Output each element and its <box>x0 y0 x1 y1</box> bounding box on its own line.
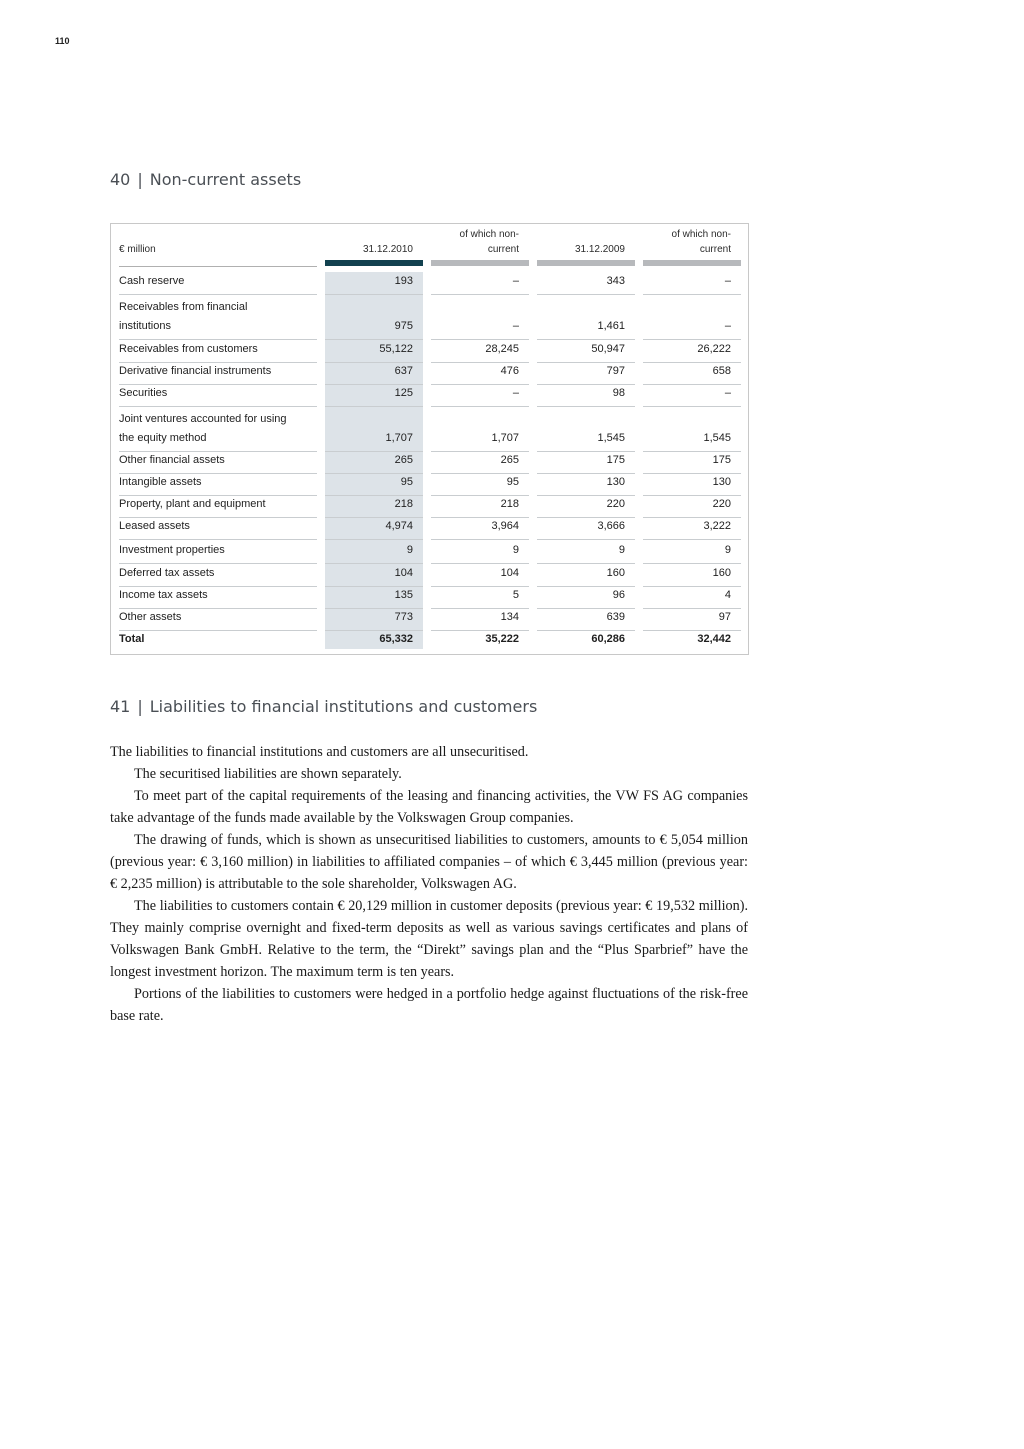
value-2010-cell: 193 <box>394 275 413 287</box>
row-label <box>119 608 317 627</box>
row-label <box>119 362 317 381</box>
row-label-line: Total <box>119 633 145 645</box>
row-label <box>119 517 317 536</box>
value-2009-cell: 160 <box>606 567 625 579</box>
table-row <box>111 565 748 587</box>
noncurrent-2009-cell: 220 <box>712 498 731 510</box>
section-title: Non-current assets <box>149 170 302 189</box>
row-label-line: the equity method <box>119 432 207 444</box>
noncurrent-2009-cell: 130 <box>712 476 731 488</box>
noncurrent-2010-cell: 35,222 <box>485 633 519 645</box>
row-label-line: Cash reserve <box>119 275 185 287</box>
value-2010-cell: 1,707 <box>385 432 413 444</box>
row-label-line: Securities <box>119 387 168 399</box>
noncurrent-2010-cell: 95 <box>506 476 519 488</box>
noncurrent-2010-cell: 218 <box>500 498 519 510</box>
header-31-12-2010: 31.12.2010 <box>362 244 413 255</box>
value-2009-cell: 797 <box>606 365 625 377</box>
header-of-which-noncurrent-2010-line2: current <box>487 244 519 255</box>
paragraph: The liabilities to customers contain € 20,129 million in customer deposits (previous year: € 19,532 million). They mainly comprise overnight and fixed-term deposits as well as various savings certificates and plans of Volkswagen Bank GmbH. Relative to the term, the “Direkt” savings plan and the “Plus Sparbrief” have the longest investment horizon. The maximum term is ten years. <box>110 898 748 980</box>
row-label-line: Receivables from customers <box>119 343 258 355</box>
value-2010-cell: 218 <box>394 498 413 510</box>
table-row <box>111 609 748 631</box>
paragraph: To meet part of the capital requirements of the leasing and financing activities, the VW FS AG companies take advantage of the funds made available by the Volkswagen Group companies. <box>110 788 748 826</box>
paragraph: The drawing of funds, which is shown as unsecuritised liabilities to customers, amounts to € 5,054 million (previous year: € 3,160 million) in liabilities to affiliated companies – of which € 3,445 million (previous year: € 2,235 million) is attributable to the sole shareholder, Volkswagen AG. <box>110 832 748 892</box>
row-label <box>119 384 317 403</box>
value-2010-cell: 125 <box>394 387 413 399</box>
header-31-12-2009: 31.12.2009 <box>574 244 625 255</box>
noncurrent-2009-cell: 4 <box>724 589 731 601</box>
row-label <box>119 272 317 291</box>
noncurrent-2009-cell: – <box>724 320 731 332</box>
row-label <box>119 340 317 359</box>
paragraph: The liabilities to financial institutions and customers are all unsecuritised. <box>110 744 529 760</box>
header-bar-2010 <box>325 260 423 266</box>
row-divider <box>643 294 741 295</box>
value-2009-cell: 130 <box>606 476 625 488</box>
value-2010-cell: 95 <box>400 476 413 488</box>
row-label-line: Joint ventures accounted for using <box>119 413 287 425</box>
row-label-line: Intangible assets <box>119 476 202 488</box>
header-of-which-noncurrent-2010-line1: of which non- <box>459 229 519 240</box>
noncurrent-2009-cell: 32,442 <box>697 633 731 645</box>
value-2010-cell: 104 <box>394 567 413 579</box>
header-bar-noncurrent-2009 <box>643 260 741 266</box>
section-number: 40 <box>110 170 131 189</box>
header-of-which-noncurrent-2009-line1: of which non- <box>671 229 731 240</box>
noncurrent-2010-cell: – <box>512 320 519 332</box>
paragraph: The securitised liabilities are shown separately. <box>134 766 402 782</box>
header-bar-noncurrent-2010 <box>431 260 529 266</box>
table-row <box>111 273 748 295</box>
paragraph: Portions of the liabilities to customers were hedged in a portfolio hedge against fluctuations of the risk-free base rate. <box>110 986 748 1024</box>
row-label-line: institutions <box>119 320 171 332</box>
value-2009-cell: 639 <box>606 611 625 623</box>
value-2009-cell: 3,666 <box>597 520 625 532</box>
row-divider <box>537 294 635 295</box>
noncurrent-2010-cell: 476 <box>500 365 519 377</box>
noncurrent-2009-cell: 9 <box>724 544 731 556</box>
table-row <box>111 385 748 407</box>
row-label-line: Income tax assets <box>119 589 208 601</box>
value-2010-cell: 65,332 <box>379 633 413 645</box>
body-text <box>110 741 748 1027</box>
row-label <box>119 586 317 605</box>
row-label-line: Receivables from financial <box>119 301 248 313</box>
value-2010-cell: 135 <box>394 589 413 601</box>
noncurrent-2009-cell: 658 <box>712 365 731 377</box>
noncurrent-2010-cell: – <box>512 387 519 399</box>
table-row <box>111 296 748 340</box>
header-unit-rule <box>119 266 317 267</box>
row-label-line: Other financial assets <box>119 454 225 466</box>
section-40-heading <box>110 170 301 189</box>
row-label <box>119 564 317 583</box>
row-label <box>119 473 317 492</box>
row-label <box>119 541 317 560</box>
noncurrent-2010-cell: 5 <box>512 589 519 601</box>
header-of-which-noncurrent-2009-line2: current <box>699 244 731 255</box>
noncurrent-2010-cell: 134 <box>500 611 519 623</box>
value-2009-cell: 175 <box>606 454 625 466</box>
non-current-assets-table <box>110 223 749 655</box>
table-row <box>111 496 748 518</box>
table-row <box>111 518 748 540</box>
row-label-line: Leased assets <box>119 520 190 532</box>
noncurrent-2010-cell: 28,245 <box>485 343 519 355</box>
section-number: 41 <box>110 697 131 716</box>
row-label <box>119 630 317 649</box>
noncurrent-2010-cell: 1,707 <box>491 432 519 444</box>
row-label <box>119 495 317 514</box>
row-label-line: Derivative financial instruments <box>119 365 272 377</box>
row-divider <box>325 294 423 295</box>
value-2009-cell: 1,545 <box>597 432 625 444</box>
value-2010-cell: 975 <box>394 320 413 332</box>
noncurrent-2009-cell: 1,545 <box>703 432 731 444</box>
table-row <box>111 587 748 609</box>
noncurrent-2009-cell: 3,222 <box>703 520 731 532</box>
value-2009-cell: 50,947 <box>591 343 625 355</box>
value-2009-cell: 220 <box>606 498 625 510</box>
noncurrent-2009-cell: – <box>724 387 731 399</box>
value-2010-cell: 9 <box>406 544 413 556</box>
noncurrent-2010-cell: – <box>512 275 519 287</box>
noncurrent-2009-cell: 26,222 <box>697 343 731 355</box>
row-label-line: Other assets <box>119 611 182 623</box>
row-label-line: Investment properties <box>119 544 225 556</box>
value-2010-cell: 637 <box>394 365 413 377</box>
noncurrent-2010-cell: 3,964 <box>491 520 519 532</box>
value-2009-cell: 9 <box>618 544 625 556</box>
value-2009-cell: 98 <box>612 387 625 399</box>
row-label <box>119 451 317 470</box>
row-divider <box>119 294 317 295</box>
value-2010-cell: 773 <box>394 611 413 623</box>
section-separator: | <box>137 170 143 189</box>
table-row <box>111 474 748 496</box>
table-row <box>111 406 748 452</box>
header-unit: € million <box>119 244 156 255</box>
value-2010-cell: 265 <box>394 454 413 466</box>
noncurrent-2010-cell: 265 <box>500 454 519 466</box>
noncurrent-2009-cell: 97 <box>718 611 731 623</box>
section-separator: | <box>137 697 143 716</box>
noncurrent-2010-cell: 104 <box>500 567 519 579</box>
page-number: 110 <box>55 36 70 46</box>
row-divider <box>431 294 529 295</box>
row-label-line: Property, plant and equipment <box>119 498 266 510</box>
noncurrent-2009-cell: 175 <box>712 454 731 466</box>
row-label <box>119 410 317 448</box>
noncurrent-2009-cell: 160 <box>712 567 731 579</box>
table-row <box>111 363 748 385</box>
noncurrent-2010-cell: 9 <box>512 544 519 556</box>
table-row <box>111 452 748 474</box>
value-2009-cell: 343 <box>606 275 625 287</box>
value-2010-cell: 55,122 <box>379 343 413 355</box>
table-row <box>111 540 748 564</box>
value-2010-cell: 4,974 <box>385 520 413 532</box>
section-title: Liabilities to financial institutions and customers <box>149 697 538 716</box>
value-2009-cell: 96 <box>612 589 625 601</box>
table-total-row <box>111 631 748 653</box>
row-label-line: Deferred tax assets <box>119 567 215 579</box>
section-41-heading <box>110 697 537 716</box>
table-row <box>111 341 748 363</box>
value-2009-cell: 60,286 <box>591 633 625 645</box>
noncurrent-2009-cell: – <box>724 275 731 287</box>
header-bar-2009 <box>537 260 635 266</box>
value-2009-cell: 1,461 <box>597 320 625 332</box>
row-label <box>119 298 317 336</box>
